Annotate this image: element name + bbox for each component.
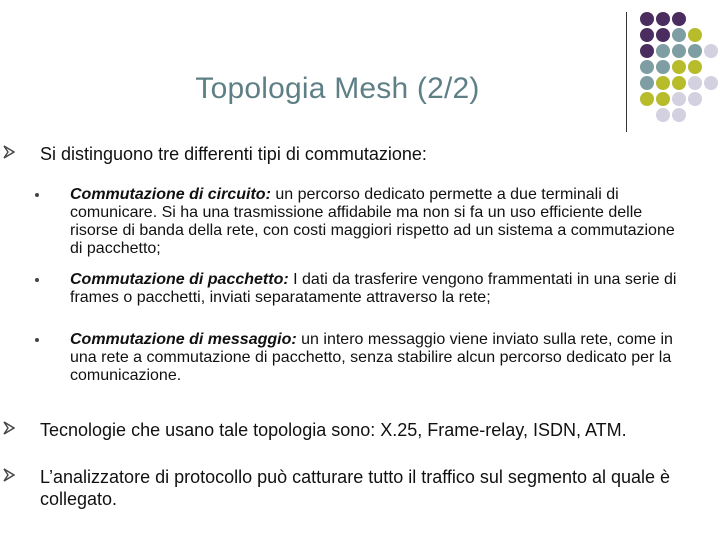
decor-dot: [656, 76, 670, 90]
subitem-desc: un intero messaggio viene inviato sulla rete, come in una rete a commutazione di pacchetto, senza stabilire alcun percorso dedicato per la comunicazione.: [70, 331, 673, 384]
decor-dot: [656, 108, 670, 122]
decor-dot: [688, 76, 702, 90]
decor-dot: [640, 12, 654, 26]
decor-dot: [688, 28, 702, 42]
subitem-text: [70, 186, 690, 258]
decor-dot: [640, 44, 654, 58]
subitem-text: [70, 331, 690, 385]
decor-dot: [704, 76, 718, 90]
decor-dot: [704, 44, 718, 58]
subitem-text: [70, 271, 690, 307]
dot-bullet-icon: [35, 338, 39, 342]
decorative-divider: [626, 12, 627, 132]
bullet-text: L’analizzatore di protocollo può catturare tutto il traffico sul segmento al quale è collegato.: [40, 467, 671, 509]
dot-bullet-icon: [35, 193, 39, 197]
decor-dot: [672, 44, 686, 58]
decor-dot: [656, 60, 670, 74]
decor-dot: [672, 92, 686, 106]
decorative-dot-grid: [634, 12, 720, 122]
dot-bullet-icon: [35, 278, 39, 282]
subitem-term: Commutazione di circuito:: [70, 186, 271, 203]
decor-dot: [656, 28, 670, 42]
decor-dot: [640, 28, 654, 42]
decor-dot: [640, 76, 654, 90]
decor-dot: [688, 44, 702, 58]
decor-dot: [640, 92, 654, 106]
bullet-item-3: [0, 463, 720, 513]
decor-dot: [672, 108, 686, 122]
bullet-text: Tecnologie che usano tale topologia sono: X.25, Frame-relay, ISDN, ATM.: [40, 420, 627, 440]
subitem-term: Commutazione di messaggio:: [70, 331, 297, 348]
bullet-text: Si distinguono tre differenti tipi di commutazione:: [40, 144, 427, 164]
decor-dot: [656, 12, 670, 26]
slide-title: Topologia Mesh (2/2): [195, 72, 480, 105]
decor-dot: [640, 60, 654, 74]
subitem-desc: un percorso dedicato permette a due terminali di comunicare. Si ha una trasmissione affidabile ma non si fa un uso efficiente delle risorse di banda della rete, con costi maggiori rispetto ad un sistema a commutazione di pacchetto;: [70, 186, 675, 257]
decor-dot: [672, 60, 686, 74]
bullet-item-2: [0, 416, 720, 440]
decor-dot: [672, 12, 686, 26]
decor-dot: [656, 44, 670, 58]
arrow-bullet-icon: [3, 421, 15, 435]
decor-dot: [656, 92, 670, 106]
subitem-desc: I dati da trasferire vengono frammentati in una serie di frames o pacchetti, inviati separatamente attraverso la rete;: [70, 271, 677, 306]
arrow-bullet-icon: [3, 468, 15, 482]
decor-dot: [688, 60, 702, 74]
bullet-item-1: [0, 140, 720, 164]
subitem-term: Commutazione di pacchetto:: [70, 271, 289, 288]
decor-dot: [672, 76, 686, 90]
subitem-3: [35, 331, 715, 391]
decor-dot: [672, 28, 686, 42]
subitem-2: [35, 271, 715, 331]
subitem-1: [35, 186, 715, 266]
decor-dot: [688, 92, 702, 106]
arrow-bullet-icon: [3, 145, 15, 159]
